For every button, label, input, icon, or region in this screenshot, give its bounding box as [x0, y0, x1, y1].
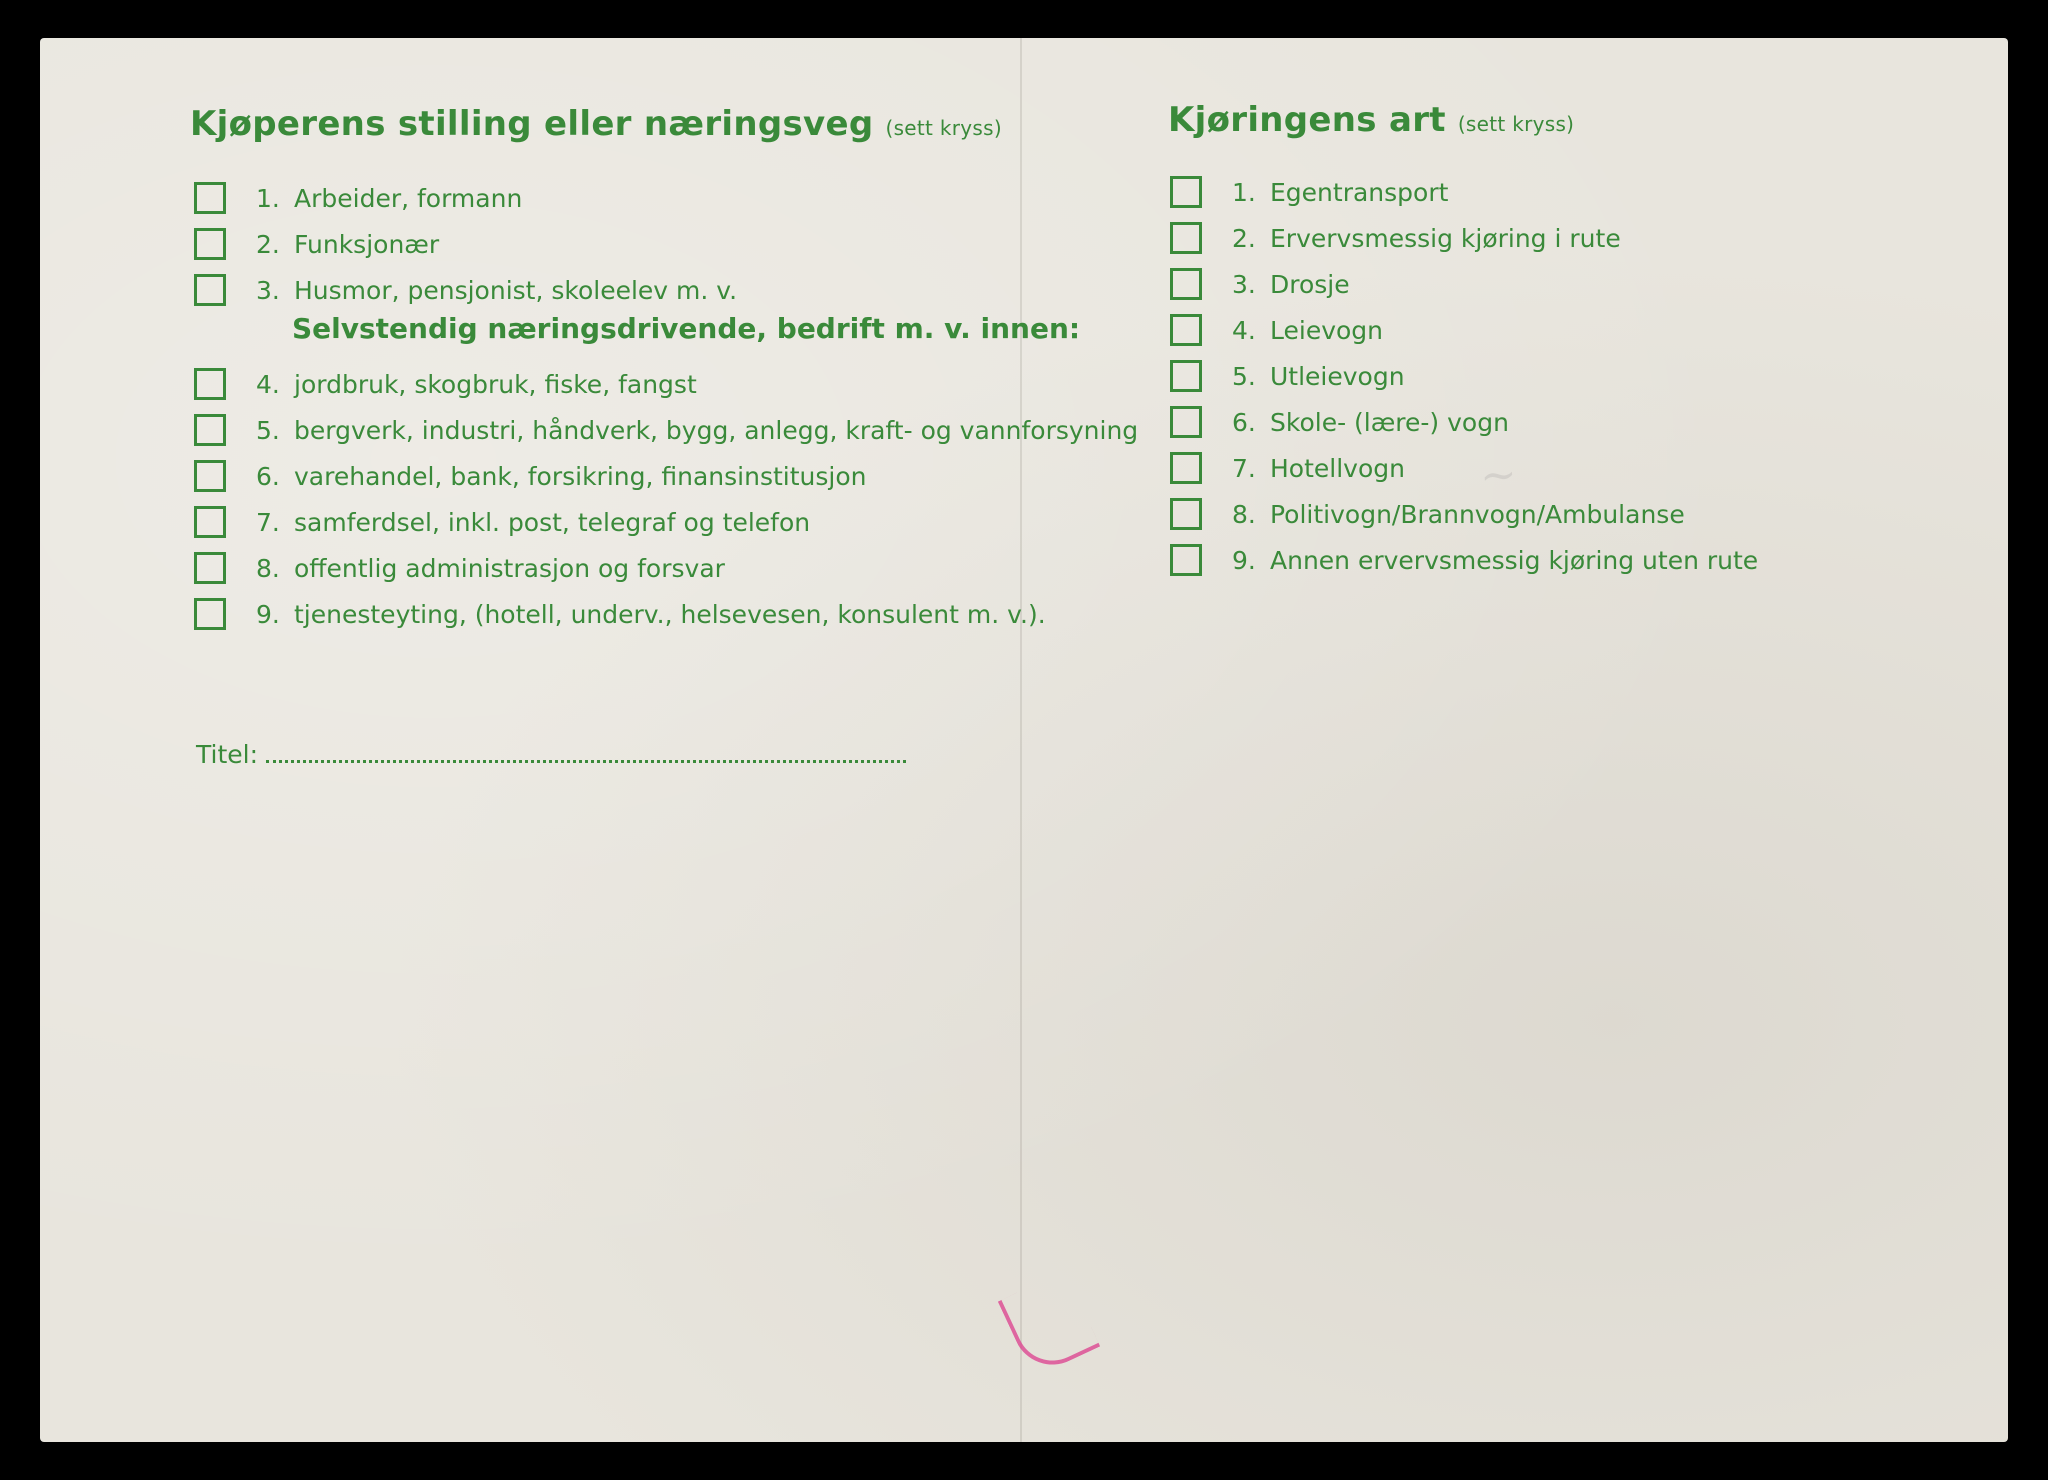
- option-label: Annen ervervsmessig kjøring uten rute: [1270, 545, 1759, 575]
- occupation-option-6[interactable]: [194, 456, 867, 496]
- checkbox[interactable]: [194, 274, 226, 306]
- checkbox[interactable]: [194, 598, 226, 630]
- title-dotted-line[interactable]: [266, 756, 906, 763]
- checkbox[interactable]: [1170, 452, 1202, 484]
- option-number: 2.: [1232, 223, 1256, 253]
- option-number: 1.: [256, 183, 280, 213]
- buyer-occupation-heading-hint: (sett kryss): [885, 116, 1002, 140]
- option-label: samferdsel, inkl. post, telegraf og telefon: [294, 507, 811, 537]
- checkbox[interactable]: [194, 228, 226, 260]
- occupation-option-8[interactable]: [194, 548, 725, 588]
- option-label: Utleievogn: [1270, 361, 1405, 391]
- driving-option-3[interactable]: [1170, 264, 1350, 304]
- occupation-option-7[interactable]: [194, 502, 810, 542]
- checkbox[interactable]: [1170, 222, 1202, 254]
- fold-line: [1020, 38, 1022, 1442]
- self-employed-subheading: Selvstendig næringsdrivende, bedrift m. v. innen:: [292, 312, 1081, 345]
- option-label: Ervervsmessig kjøring i rute: [1270, 223, 1621, 253]
- driving-option-2[interactable]: [1170, 218, 1621, 258]
- option-label: Skole- (lære-) vogn: [1270, 407, 1509, 437]
- occupation-option-9[interactable]: [194, 594, 1046, 634]
- option-number: 6.: [256, 461, 280, 491]
- option-number: 1.: [1232, 177, 1256, 207]
- checkbox[interactable]: [1170, 268, 1202, 300]
- checkbox[interactable]: [194, 552, 226, 584]
- option-label: Drosje: [1270, 269, 1350, 299]
- checkbox[interactable]: [194, 414, 226, 446]
- title-label: Titel:: [196, 740, 258, 769]
- title-field[interactable]: [196, 740, 906, 769]
- option-label: Hotellvogn: [1270, 453, 1405, 483]
- option-number: 7.: [256, 507, 280, 537]
- show-through-handwriting: ~: [1478, 448, 1519, 503]
- occupation-option-4[interactable]: [194, 364, 697, 404]
- checkbox[interactable]: [1170, 406, 1202, 438]
- checkbox[interactable]: [194, 182, 226, 214]
- option-label: jordbruk, skogbruk, fiske, fangst: [294, 369, 697, 399]
- option-number: 3.: [256, 275, 280, 305]
- driving-option-1[interactable]: [1170, 172, 1448, 212]
- option-label: tjenesteyting, (hotell, underv., helsevesen, konsulent m. v.).: [294, 599, 1046, 629]
- checkbox[interactable]: [1170, 314, 1202, 346]
- driving-option-7[interactable]: [1170, 448, 1405, 488]
- option-number: 5.: [256, 415, 280, 445]
- checkbox[interactable]: [1170, 176, 1202, 208]
- driving-option-9[interactable]: [1170, 540, 1758, 580]
- option-number: 2.: [256, 229, 280, 259]
- occupation-option-3[interactable]: [194, 270, 737, 310]
- driving-type-heading-text: Kjøringens art: [1168, 100, 1446, 140]
- driving-option-5[interactable]: [1170, 356, 1405, 396]
- option-label: bergverk, industri, håndverk, bygg, anlegg, kraft- og vannforsyning: [294, 415, 1139, 445]
- option-label: Funksjonær: [294, 229, 440, 259]
- option-label: Husmor, pensjonist, skoleelev m. v.: [294, 275, 738, 305]
- driving-option-4[interactable]: [1170, 310, 1383, 350]
- checkbox[interactable]: [1170, 360, 1202, 392]
- buyer-occupation-heading: [190, 104, 1002, 144]
- option-label: offentlig administrasjon og forsvar: [294, 553, 725, 583]
- option-label: Politivogn/Brannvogn/Ambulanse: [1270, 499, 1685, 529]
- option-label: varehandel, bank, forsikring, finansinstitusjon: [294, 461, 867, 491]
- checkbox[interactable]: [194, 368, 226, 400]
- checkbox[interactable]: [194, 506, 226, 538]
- option-number: 6.: [1232, 407, 1256, 437]
- driving-option-8[interactable]: [1170, 494, 1685, 534]
- option-number: 4.: [1232, 315, 1256, 345]
- driving-type-heading-hint: (sett kryss): [1457, 112, 1575, 136]
- checkbox[interactable]: [1170, 544, 1202, 576]
- checkbox[interactable]: [1170, 498, 1202, 530]
- option-number: 8.: [256, 553, 280, 583]
- buyer-occupation-heading-text: Kjøperens stilling eller næringsveg: [190, 104, 874, 144]
- checkbox[interactable]: [194, 460, 226, 492]
- option-label: Leievogn: [1270, 315, 1384, 345]
- option-label: Arbeider, formann: [294, 183, 523, 213]
- option-number: 5.: [1232, 361, 1256, 391]
- occupation-option-1[interactable]: [194, 178, 522, 218]
- option-number: 3.: [1232, 269, 1256, 299]
- driving-option-6[interactable]: [1170, 402, 1509, 442]
- occupation-option-5[interactable]: [194, 410, 1138, 450]
- driving-type-heading: [1168, 100, 1574, 140]
- option-number: 7.: [1232, 453, 1256, 483]
- option-number: 9.: [1232, 545, 1256, 575]
- option-number: 8.: [1232, 499, 1256, 529]
- option-label: Egentransport: [1270, 177, 1449, 207]
- occupation-option-2[interactable]: [194, 224, 439, 264]
- option-number: 9.: [256, 599, 280, 629]
- option-number: 4.: [256, 369, 280, 399]
